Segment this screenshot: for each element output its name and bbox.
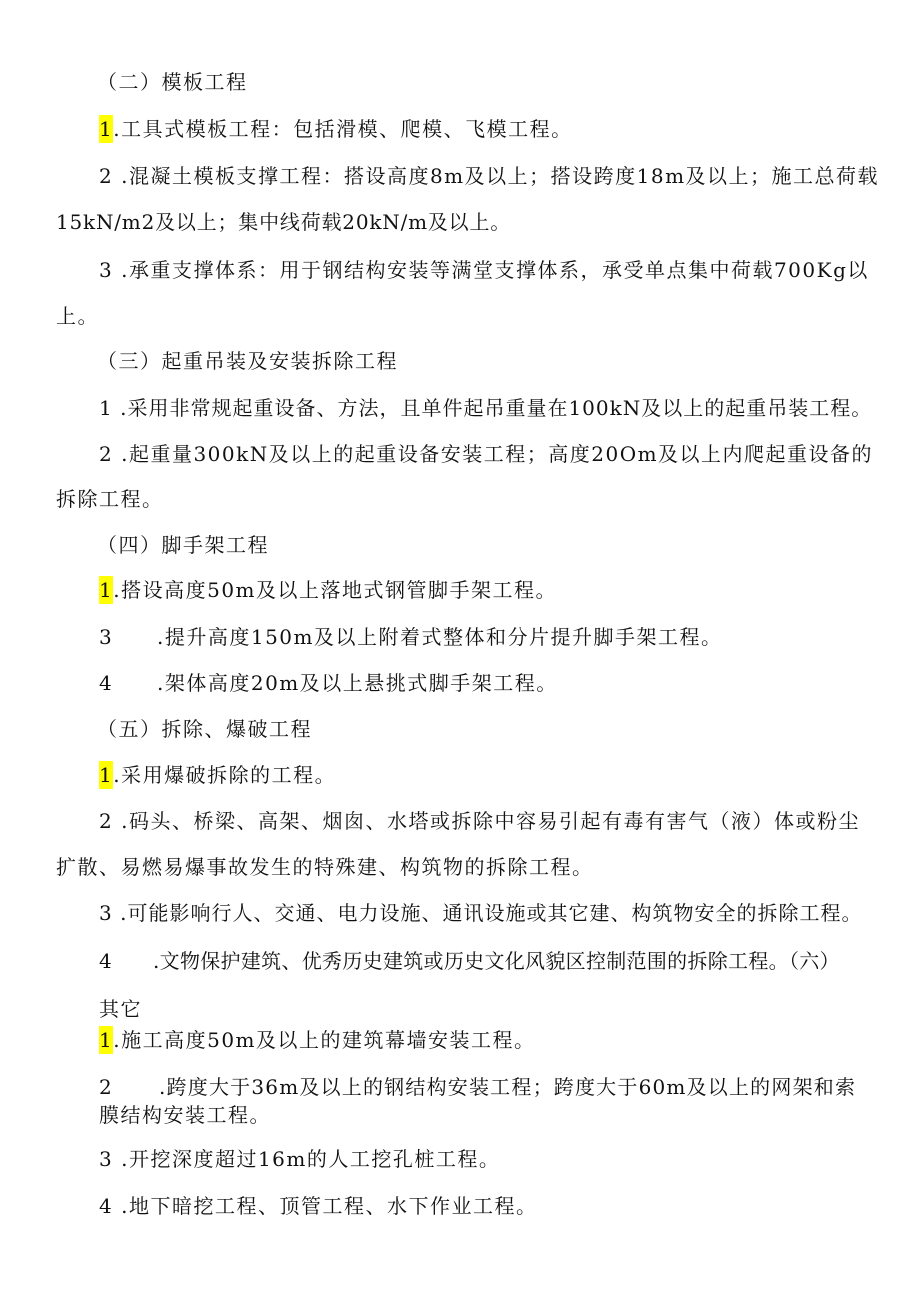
list-item: 3 .承重支撑体系：用于钢结构安装等满堂支撑体系，承受单点集中荷载700Kg以: [99, 258, 869, 282]
item-number: 1: [99, 396, 113, 420]
list-item: 2 .跨度大于36m及以上的钢结构安装工程；跨度大于60m及以上的网架和索: [99, 1075, 857, 1099]
list-item-continuation: 上。: [56, 304, 99, 328]
item-number: 3: [99, 258, 114, 282]
item-number: 1: [99, 1028, 114, 1052]
list-item: 1.搭设高度50m及以上落地式钢管脚手架工程。: [99, 578, 558, 602]
list-item: 2 .码头、桥梁、高架、烟囱、水塔或拆除中容易引起有毒有害气（液）体或粉尘: [99, 809, 860, 833]
item-number: 3: [99, 901, 113, 925]
section-heading: （二）模板工程: [97, 70, 248, 94]
item-number: 2: [99, 809, 114, 833]
section-heading: （五）拆除、爆破工程: [97, 717, 312, 741]
list-item-continuation: 拆除工程。: [56, 487, 164, 511]
item-number: 2: [99, 1075, 113, 1099]
list-item: 4 .地下暗挖工程、顶管工程、水下作业工程。: [99, 1194, 538, 1218]
list-item: 4 .架体高度20m及以上悬挑式脚手架工程。: [99, 671, 558, 695]
item-number: 4: [99, 1194, 114, 1218]
item-number: 2: [99, 442, 114, 466]
item-number: 1: [99, 117, 114, 141]
list-item: 2 .混凝土模板支撑工程：搭设高度8m及以上；搭设跨度18m及以上；施工总荷载: [99, 164, 880, 188]
list-item: 3 .开挖深度超过16m的人工挖孔桩工程。: [99, 1147, 501, 1171]
list-item: 1.工具式模板工程：包括滑模、爬模、飞模工程。: [99, 117, 573, 141]
item-number: 3: [99, 1147, 114, 1171]
list-item: 2 .起重量300kN及以上的起重设备安装工程；高度20Om及以上内爬起重设备的: [99, 442, 874, 466]
item-number: 4: [99, 671, 114, 695]
section-heading: 其它: [99, 997, 142, 1021]
list-item: 1.施工高度50m及以上的建筑幕墙安装工程。: [99, 1028, 536, 1052]
list-item: 1.采用爆破拆除的工程。: [99, 763, 337, 787]
list-item-continuation: 膜结构安装工程。: [99, 1103, 271, 1127]
list-item-continuation: 15kN∕m2及以上；集中线荷载20kN∕m及以上。: [56, 210, 512, 234]
list-item: 4 .文物保护建筑、优秀历史建筑或历史文化风貌区控制范围的拆除工程。（六）: [99, 949, 840, 973]
list-item-continuation: 扩散、易燃易爆事故发生的特殊建、构筑物的拆除工程。: [56, 855, 594, 879]
item-number: 3: [99, 625, 114, 649]
item-number: 2: [99, 164, 114, 188]
section-heading: （四）脚手架工程: [97, 533, 269, 557]
item-number: 1: [99, 763, 114, 787]
item-number: 1: [99, 578, 114, 602]
section-heading: （三）起重吊装及安装拆除工程: [97, 349, 398, 373]
list-item: 3 .可能影响行人、交通、电力设施、通讯设施或其它建、构筑物安全的拆除工程。: [99, 901, 863, 925]
list-item: 3 .提升高度150m及以上附着式整体和分片提升脚手架工程。: [99, 625, 723, 649]
item-number: 4: [99, 949, 113, 973]
list-item: 1 .采用非常规起重设备、方法，且单件起吊重量在100kN及以上的起重吊装工程。: [99, 396, 873, 420]
